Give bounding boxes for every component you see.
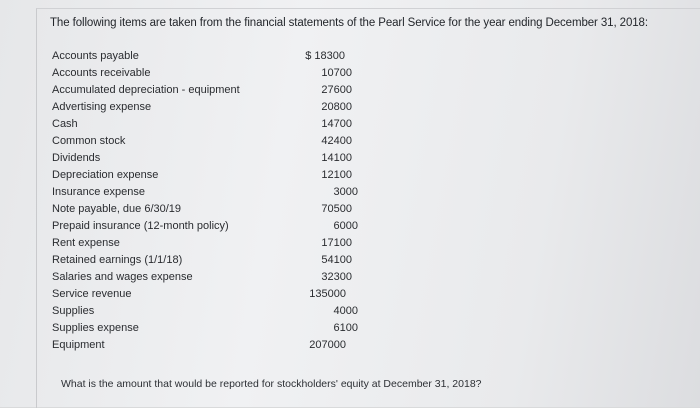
line-item-label: Supplies expense xyxy=(52,322,139,334)
line-item-amount: 135000 xyxy=(309,288,346,300)
line-item-amount: 54100 xyxy=(321,254,352,266)
line-item-label: Retained earnings (1/1/18) xyxy=(52,254,183,266)
problem-intro: The following items are taken from the financial statements of the Pearl Service for the year ending December 31, 2018: xyxy=(50,17,648,29)
line-item-amount: 27600 xyxy=(321,84,352,96)
line-item-label: Rent expense xyxy=(52,237,120,249)
question-text: What is the amount that would be reported for stockholders' equity at December 31, 2018? xyxy=(61,378,482,390)
line-item-row xyxy=(52,252,352,269)
line-item-row xyxy=(52,337,346,354)
line-item-row xyxy=(52,269,352,286)
line-item-label: Cash xyxy=(52,118,78,130)
line-item-amount: 207000 xyxy=(309,339,346,351)
line-item-row xyxy=(52,320,358,337)
line-item-label: Prepaid insurance (12-month policy) xyxy=(52,220,229,232)
line-item-label: Accumulated depreciation - equipment xyxy=(52,84,240,96)
line-item-label: Accounts receivable xyxy=(52,67,151,79)
line-item-amount: 12100 xyxy=(321,169,352,181)
line-item-label: Service revenue xyxy=(52,288,132,300)
line-item-row xyxy=(52,99,352,116)
line-item-label: Depreciation expense xyxy=(52,169,159,181)
line-item-row xyxy=(52,184,358,201)
line-item-row xyxy=(52,65,352,82)
line-item-row xyxy=(52,133,352,150)
line-item-label: Accounts payable xyxy=(52,50,139,62)
line-item-amount: 3000 xyxy=(333,186,358,198)
line-item-amount: 10700 xyxy=(321,67,352,79)
line-item-row xyxy=(52,150,352,167)
line-item-amount: 6100 xyxy=(333,322,358,334)
line-item-row xyxy=(52,82,352,99)
line-item-label: Salaries and wages expense xyxy=(52,271,193,283)
line-item-label: Dividends xyxy=(52,152,101,164)
line-item-amount: 4000 xyxy=(333,305,358,317)
line-item-label: Common stock xyxy=(52,135,126,147)
line-item-row xyxy=(52,48,345,65)
line-item-amount: 70500 xyxy=(321,203,352,215)
line-items-list xyxy=(52,48,358,354)
line-item-row xyxy=(52,218,358,235)
line-item-label: Note payable, due 6/30/19 xyxy=(52,203,182,215)
line-item-row xyxy=(52,167,352,184)
line-item-label: Insurance expense xyxy=(52,186,145,198)
line-item-amount: 14700 xyxy=(321,118,352,130)
line-item-label: Equipment xyxy=(52,339,105,351)
line-item-amount: 6000 xyxy=(333,220,358,232)
line-item-row xyxy=(52,235,352,252)
line-item-row xyxy=(52,116,352,133)
line-item-amount: $ 18300 xyxy=(305,50,345,62)
line-item-row xyxy=(52,303,358,320)
line-item-label: Advertising expense xyxy=(52,101,152,113)
line-item-label: Supplies xyxy=(52,305,95,317)
line-item-amount: 17100 xyxy=(321,237,352,249)
line-item-amount: 32300 xyxy=(321,271,352,283)
line-item-amount: 42400 xyxy=(321,135,352,147)
line-item-row xyxy=(52,286,346,303)
line-item-row xyxy=(52,201,352,218)
line-item-amount: 20800 xyxy=(321,101,352,113)
line-item-amount: 14100 xyxy=(321,152,352,164)
